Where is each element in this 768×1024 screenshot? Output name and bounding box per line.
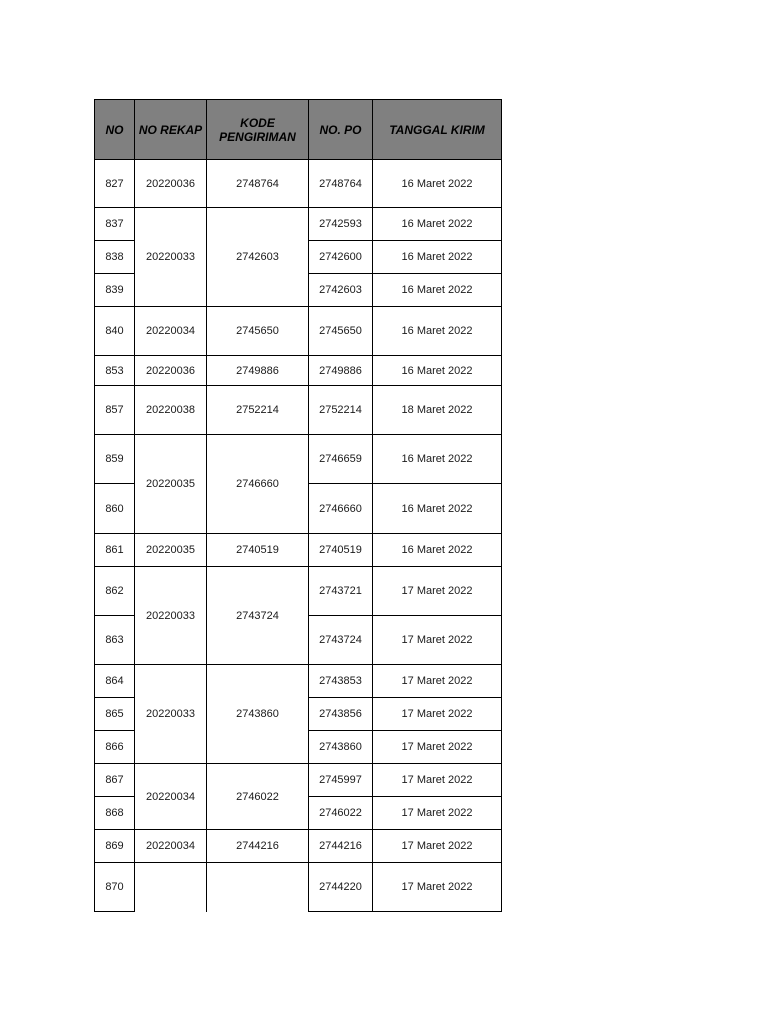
cell-kode-pengiriman: 2740519 [207, 534, 309, 567]
cell-tanggal-kirim: 16 Maret 2022 [373, 208, 502, 241]
cell-tanggal-kirim: 16 Maret 2022 [373, 435, 502, 484]
cell-no-po: 2748764 [309, 160, 373, 208]
cell-no-rekap: 20220034 [135, 764, 207, 830]
table-row [95, 386, 502, 435]
cell-no-po: 2746660 [309, 484, 373, 534]
cell-no: 838 [95, 241, 135, 274]
cell-no: 869 [95, 830, 135, 863]
cell-kode-pengiriman: 2745650 [207, 307, 309, 356]
header-no: NO [95, 100, 135, 160]
cell-no: 840 [95, 307, 135, 356]
cell-tanggal-kirim: 17 Maret 2022 [373, 665, 502, 698]
cell-no-po: 2740519 [309, 534, 373, 567]
header-no-rekap: NO REKAP [135, 100, 207, 160]
cell-no-rekap: 20220034 [135, 307, 207, 356]
cell-tanggal-kirim: 16 Maret 2022 [373, 356, 502, 386]
table-row [95, 356, 502, 386]
cell-tanggal-kirim: 17 Maret 2022 [373, 616, 502, 665]
cell-tanggal-kirim: 17 Maret 2022 [373, 698, 502, 731]
cell-no-rekap: 20220036 [135, 356, 207, 386]
cell-kode-pengiriman: 2746660 [207, 435, 309, 534]
cell-tanggal-kirim: 17 Maret 2022 [373, 764, 502, 797]
header-kode-pengiriman: KODE PENGIRIMAN [207, 100, 309, 160]
cell-tanggal-kirim: 16 Maret 2022 [373, 274, 502, 307]
table-row [95, 435, 502, 484]
cell-no-po: 2743853 [309, 665, 373, 698]
cell-no-po: 2743724 [309, 616, 373, 665]
cell-no-rekap: 20220033 [135, 208, 207, 307]
cell-no: 865 [95, 698, 135, 731]
cell-kode-pengiriman [207, 863, 309, 912]
cell-kode-pengiriman: 2743724 [207, 567, 309, 665]
shipment-table [94, 99, 502, 912]
header-tanggal-kirim: TANGGAL KIRIM [373, 100, 502, 160]
cell-no-po: 2744220 [309, 863, 373, 912]
cell-tanggal-kirim: 18 Maret 2022 [373, 386, 502, 435]
cell-no: 863 [95, 616, 135, 665]
cell-tanggal-kirim: 17 Maret 2022 [373, 731, 502, 764]
cell-no: 868 [95, 797, 135, 830]
cell-no-po: 2742603 [309, 274, 373, 307]
cell-kode-pengiriman: 2743860 [207, 665, 309, 764]
cell-no-rekap: 20220036 [135, 160, 207, 208]
cell-no: 867 [95, 764, 135, 797]
cell-no-po: 2743721 [309, 567, 373, 616]
cell-no: 866 [95, 731, 135, 764]
cell-tanggal-kirim: 17 Maret 2022 [373, 797, 502, 830]
table-row [95, 764, 502, 797]
cell-no-po: 2745650 [309, 307, 373, 356]
cell-no-rekap: 20220035 [135, 534, 207, 567]
table-row [95, 534, 502, 567]
table-row [95, 208, 502, 241]
cell-no-po: 2742600 [309, 241, 373, 274]
cell-no-po: 2744216 [309, 830, 373, 863]
cell-no: 861 [95, 534, 135, 567]
cell-no: 860 [95, 484, 135, 534]
cell-no: 837 [95, 208, 135, 241]
table-row [95, 665, 502, 698]
cell-no-rekap: 20220035 [135, 435, 207, 534]
cell-no-rekap [135, 863, 207, 912]
cell-tanggal-kirim: 16 Maret 2022 [373, 160, 502, 208]
cell-no-rekap: 20220038 [135, 386, 207, 435]
cell-kode-pengiriman: 2748764 [207, 160, 309, 208]
cell-kode-pengiriman: 2742603 [207, 208, 309, 307]
cell-tanggal-kirim: 17 Maret 2022 [373, 567, 502, 616]
table-row [95, 830, 502, 863]
cell-no: 857 [95, 386, 135, 435]
header-row [95, 100, 502, 160]
cell-kode-pengiriman: 2744216 [207, 830, 309, 863]
cell-no: 862 [95, 567, 135, 616]
cell-no-rekap: 20220034 [135, 830, 207, 863]
cell-kode-pengiriman: 2746022 [207, 764, 309, 830]
cell-no-rekap: 20220033 [135, 665, 207, 764]
cell-no-po: 2743860 [309, 731, 373, 764]
cell-tanggal-kirim: 17 Maret 2022 [373, 863, 502, 912]
cell-no: 864 [95, 665, 135, 698]
cell-no: 827 [95, 160, 135, 208]
cell-no-po: 2745997 [309, 764, 373, 797]
cell-no: 870 [95, 863, 135, 912]
cell-tanggal-kirim: 16 Maret 2022 [373, 484, 502, 534]
table-row [95, 863, 502, 912]
table-row [95, 307, 502, 356]
cell-tanggal-kirim: 16 Maret 2022 [373, 307, 502, 356]
header-no-po: NO. PO [309, 100, 373, 160]
cell-no: 853 [95, 356, 135, 386]
cell-no-po: 2749886 [309, 356, 373, 386]
cell-tanggal-kirim: 16 Maret 2022 [373, 534, 502, 567]
table-body [95, 160, 502, 912]
cell-no: 839 [95, 274, 135, 307]
cell-no-po: 2742593 [309, 208, 373, 241]
cell-no-rekap: 20220033 [135, 567, 207, 665]
cell-no-po: 2746022 [309, 797, 373, 830]
cell-no-po: 2743856 [309, 698, 373, 731]
cell-kode-pengiriman: 2752214 [207, 386, 309, 435]
cell-tanggal-kirim: 16 Maret 2022 [373, 241, 502, 274]
cell-tanggal-kirim: 17 Maret 2022 [373, 830, 502, 863]
cell-no: 859 [95, 435, 135, 484]
table-row [95, 567, 502, 616]
cell-kode-pengiriman: 2749886 [207, 356, 309, 386]
table-row [95, 160, 502, 208]
cell-no-po: 2752214 [309, 386, 373, 435]
cell-no-po: 2746659 [309, 435, 373, 484]
